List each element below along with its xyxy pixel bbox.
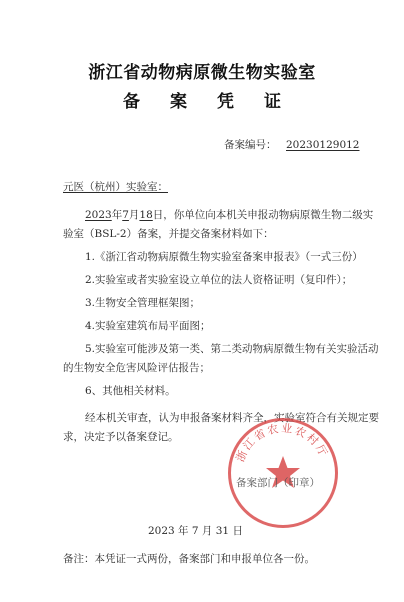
document-title: 浙江省动物病原微生物实验室	[88, 63, 316, 83]
submission-day: 18	[139, 209, 153, 221]
paragraph-decision-line2: 求，决定予以备案登记。	[63, 431, 179, 443]
issue-date: 2023 年 7 月 31 日	[148, 525, 243, 537]
paragraph-intro-line1: 2023年7月18日，你单位向本机关申报动物病原微生物二级实	[85, 209, 374, 221]
svg-text:浙江省农业农村厅	[233, 421, 331, 464]
record-number-label: 备案编号：	[224, 139, 277, 151]
material-item-3: 3.生物安全管理框架图；	[85, 297, 201, 309]
paragraph-intro-line2: 验室（BSL-2）备案，并提交备案材料如下：	[63, 228, 274, 240]
issuer: 备案部门（印章）	[236, 477, 320, 489]
record-number-value: 20230129012	[286, 139, 360, 151]
material-item-6: 6、其他相关材料。	[85, 385, 176, 397]
addressee: 元医（杭州）实验室：	[63, 181, 168, 193]
material-item-5-continued: 的生物安全危害风险评估报告；	[63, 362, 210, 374]
material-item-4: 4.实验室建筑布局平面图；	[85, 320, 211, 332]
material-item-2: 2.实验室或者实验室设立单位的法人资格证明（复印件）；	[85, 274, 353, 286]
official-seal	[228, 418, 338, 528]
footnote: 备注：本凭证一式两份，备案部门和申报单位各一份。	[63, 553, 315, 565]
material-item-5: 5.实验室可能涉及第一类、第二类动物病原微生物有关实验活动	[85, 343, 379, 355]
paragraph-decision-line1: 经本机关审查，认为申报备案材料齐全，实验室符合有关规定要	[85, 412, 379, 424]
submission-month: 7	[122, 209, 129, 221]
document-subtitle: 备案凭证	[123, 92, 311, 112]
submission-year: 2023	[85, 209, 112, 221]
material-item-1: 1.《浙江省动物病原微生物实验室备案申报表》（一式三份）	[85, 251, 363, 263]
seal-text: 浙江省农业农村厅	[233, 421, 331, 464]
